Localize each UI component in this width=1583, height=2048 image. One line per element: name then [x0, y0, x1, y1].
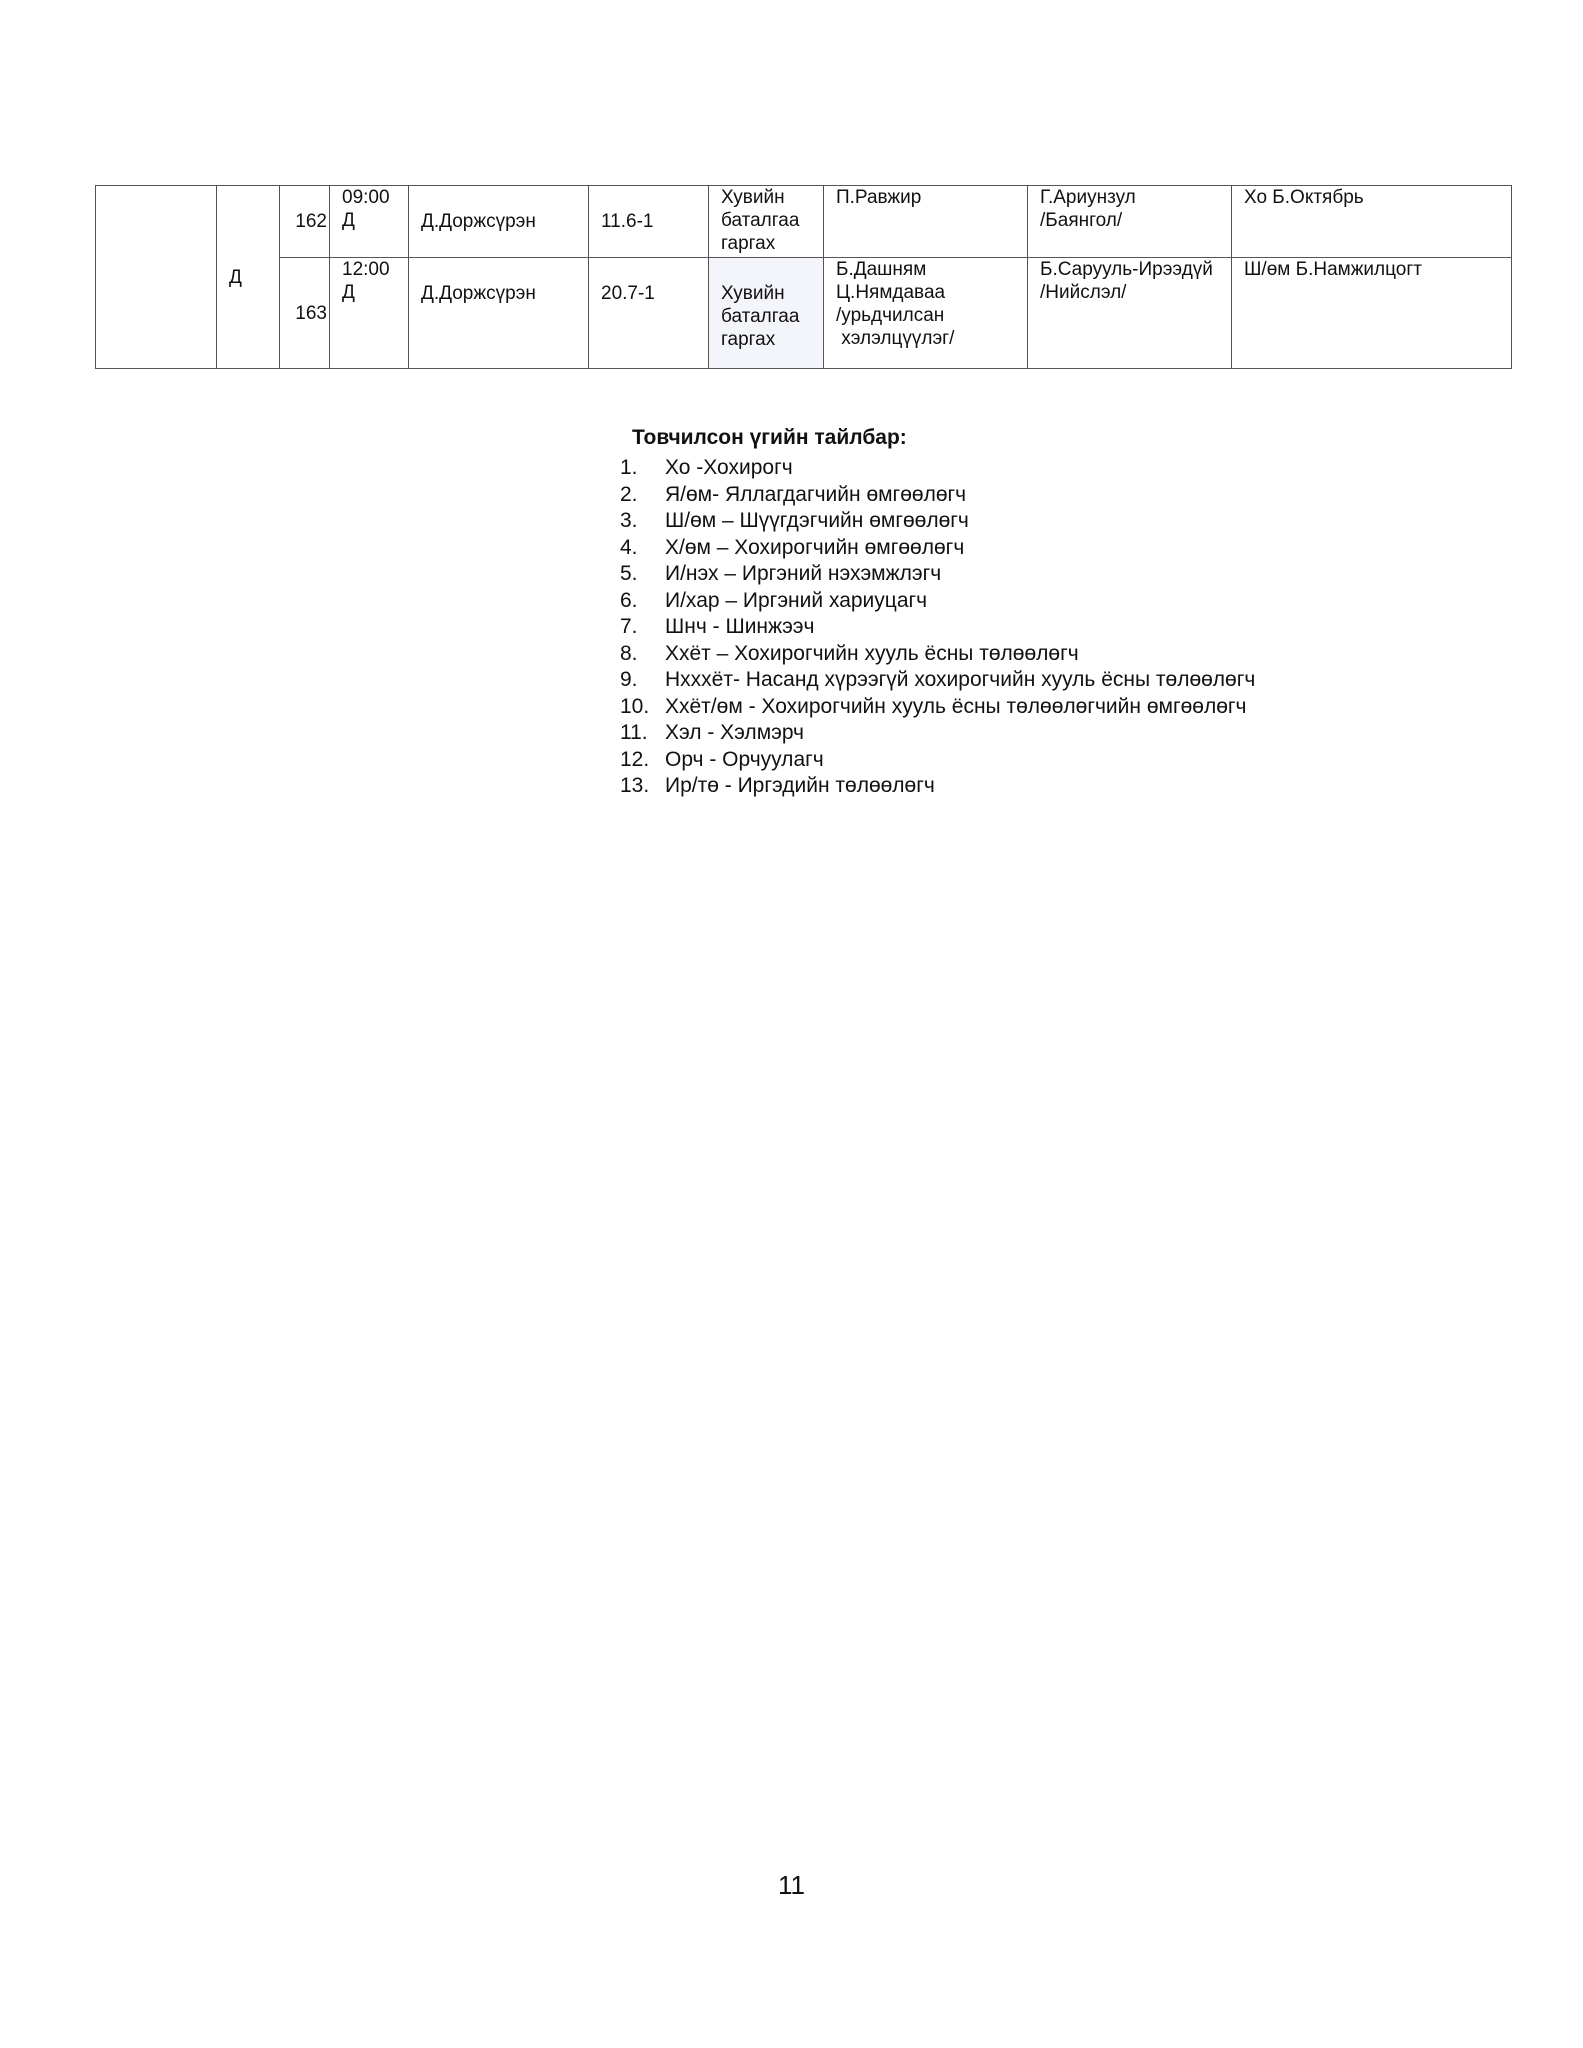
party1-cell: П.Равжир — [824, 186, 1028, 258]
case-type-cell: Хувийн баталгаа гаргах — [709, 186, 824, 258]
case-number-cell: 162 — [280, 186, 330, 258]
table-row — [96, 258, 1512, 369]
time-suffix: Д — [342, 210, 355, 231]
list-item: 1. Хо -Хохирогч — [620, 456, 793, 479]
list-item: 4. Х/өм – Хохирогчийн өмгөөлөгч — [620, 535, 965, 559]
list-item: 12. Орч - Орчуулагч — [620, 747, 824, 771]
table-row — [96, 186, 1512, 258]
judge-cell: Д.Доржсүрэн — [409, 258, 589, 369]
legend-title: Товчилсон үгийн тайлбар: — [632, 426, 907, 449]
page-number: 11 — [778, 1870, 805, 1900]
list-item: 8. Ххёт – Хохирогчийн хууль ёсны төлөөлөгч — [620, 641, 1079, 665]
time-cell — [330, 186, 409, 258]
party2-cell: Б.Сарууль-Ирээдүй /Нийслэл/ — [1028, 258, 1232, 369]
time-cell — [330, 258, 409, 369]
list-item: 7. Шнч - Шинжээч — [620, 615, 815, 638]
party1-cell: Б.Дашням Ц.Нямдаваа /урьдчилсан хэлэлцүүлэг/ — [824, 258, 1028, 369]
schedule-table — [95, 185, 1512, 369]
judge-cell: Д.Доржсүрэн — [409, 186, 589, 258]
time-value: 12:00 — [342, 259, 390, 280]
article-cell: 11.6-1 — [589, 186, 709, 258]
list-item: 13. Ир/тө - Иргэдийн төлөөлөгч — [620, 774, 935, 797]
legend-list — [620, 455, 1255, 800]
time-value: 09:00 — [342, 187, 390, 208]
list-item: 11. Хэл - Хэлмэрч — [620, 721, 805, 744]
list-item: 3. Ш/өм – Шүүгдэгчийн өмгөөлөгч — [620, 509, 969, 532]
representative-cell: Хо Б.Октябрь — [1232, 186, 1512, 258]
representative-cell: Ш/өм Б.Намжилцогт — [1232, 258, 1512, 369]
empty-cell — [96, 186, 217, 369]
list-item: 6. И/хар – Иргэний хариуцагч — [620, 588, 928, 612]
case-number-cell: 163 — [280, 258, 330, 369]
abbreviation-legend — [620, 425, 1255, 800]
judge-initial-cell: Д — [217, 186, 280, 369]
time-suffix: Д — [342, 282, 355, 303]
list-item: 9. Нхххёт- Насанд хүрээгүй хохирогчийн хууль ёсны төлөөлөгч — [620, 668, 1256, 691]
list-item: 10. Ххёт/өм - Хохирогчийн хууль ёсны төлөөлөгчийн өмгөөлөгч — [620, 694, 1247, 718]
case-type-cell: Хувийн баталгаа гаргах — [709, 258, 824, 369]
list-item: 5. И/нэх – Иргэний нэхэмжлэгч — [620, 562, 942, 585]
list-item: 2. Я/өм- Яллагдагчийн өмгөөлөгч — [620, 482, 967, 506]
party2-cell: Г.Ариунзул /Баянгол/ — [1028, 186, 1232, 258]
article-cell: 20.7-1 — [589, 258, 709, 369]
